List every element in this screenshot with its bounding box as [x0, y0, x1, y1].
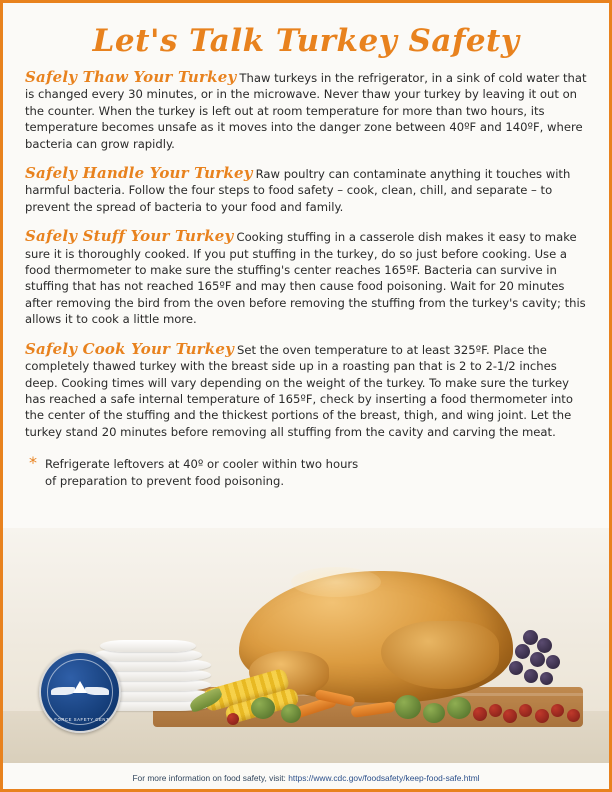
section-stuff-paragraph — [25, 228, 587, 327]
brussels-sprout — [447, 697, 471, 719]
cranberry — [227, 713, 239, 725]
grape — [540, 672, 553, 685]
plate — [100, 640, 196, 652]
grape — [509, 661, 523, 675]
section-cook — [25, 341, 587, 440]
section-stuff — [25, 228, 587, 327]
section-thaw — [25, 69, 587, 152]
section-thaw-paragraph — [25, 69, 587, 152]
cranberry — [551, 704, 564, 717]
section-cook-paragraph — [25, 341, 587, 440]
leftovers-note — [29, 453, 359, 489]
brussels-sprout — [395, 695, 421, 719]
brussels-sprout — [251, 697, 275, 719]
cranberry — [503, 709, 517, 723]
grape — [546, 655, 560, 669]
grape — [523, 630, 538, 645]
footer-link[interactable]: https://www.cdc.gov/foodsafety/keep-food-safe.html — [288, 773, 480, 783]
section-handle-paragraph — [25, 165, 587, 215]
section-thaw-body: Thaw turkeys in the refrigerator, in a sink of cold water that is changed every 30 minutes, or in the microwave. Never thaw your turkey by leaving it out on the counter. When the turkey is left out at room temperature for more than two hours, its temperature becomes unsafe as it moves into the danger zone between 40ºF and 140ºF, where bacteria can grow rapidly. — [25, 71, 587, 151]
star-icon — [73, 681, 87, 693]
section-stuff-body: Cooking stuffing in a casserole dish makes it easy to make sure it is thoroughly cooked. If you put stuffing in the turkey, do so just before cooking. Use a food thermometer to make sure the stuffing's center reaches 165ºF. Bacteria can survive in stuffing that has not reached 165ºF and may then cause food poisoning. Wait for 20 minutes after removing the bird from the oven before removing the stuffing from the turkey's cavity; this allows it to cook a little more. — [25, 230, 586, 327]
cranberry — [473, 707, 487, 721]
section-thaw-heading: Safely Thaw Your Turkey — [25, 68, 237, 86]
section-cook-heading: Safely Cook Your Turkey — [25, 339, 235, 358]
turkey-highlight — [291, 567, 381, 597]
asterisk-icon: * — [29, 453, 37, 473]
leftovers-note-text: Refrigerate leftovers at 40º or cooler within two hours of preparation to prevent food poisoning. — [45, 457, 359, 488]
grape — [537, 638, 552, 653]
cranberry — [519, 704, 532, 717]
air-force-safety-center-seal — [39, 651, 121, 733]
section-stuff-heading: Safely Stuff Your Turkey — [25, 227, 234, 246]
section-handle-body: Raw poultry can contaminate anything it touches with harmful bacteria. Follow the four steps to food safety – cook, clean, chill, and separate – to prevent the spread of bacteria to your food and family. — [25, 167, 571, 214]
sections-container — [3, 69, 609, 440]
turkey-photo — [3, 528, 609, 763]
seal-label: AIR FORCE SAFETY CENTER — [43, 717, 117, 722]
footer — [3, 773, 609, 783]
grape — [515, 644, 530, 659]
section-handle — [25, 165, 587, 215]
brussels-sprout — [281, 704, 301, 723]
cranberry — [567, 709, 580, 722]
cranberry — [489, 704, 502, 717]
grape — [524, 669, 538, 683]
section-handle-heading: Safely Handle Your Turkey — [25, 164, 253, 183]
brussels-sprout — [423, 703, 445, 723]
grape — [530, 652, 545, 667]
section-cook-body: Set the oven temperature to at least 325ºF. Place the completely thawed turkey with the breast side up in a roasting pan that is 2 to 2-1/2 inches deep. Cooking times will vary depending on the weight of the turkey. To make sure the turkey has reached a safe internal temperature of 165ºF, check by inserting a food thermometer into the center of the stuffing and the thickest portions of the breast, thigh, and wing joint. Let the turkey stand 20 minutes before removing all stuffing from the cavity and carving the meat. — [25, 342, 573, 439]
cranberry — [535, 709, 549, 723]
page-title: Let's Talk Turkey Safety — [92, 23, 520, 59]
footer-text: For more information on food safety, visit: — [132, 773, 286, 783]
